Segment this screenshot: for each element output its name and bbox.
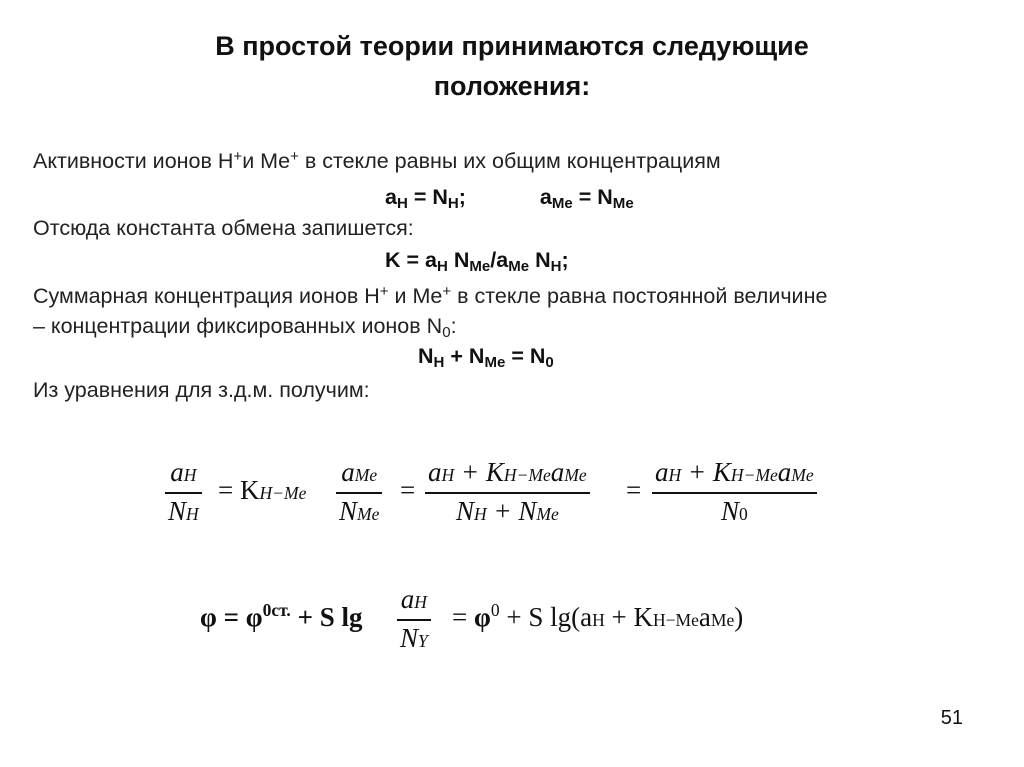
frac-sum-1: aH + KH−MeaMe NH + NMe <box>425 457 590 529</box>
page-number: 51 <box>940 707 963 729</box>
para1-text: Активности ионов H <box>33 149 234 173</box>
eq1-eq2: = N <box>572 185 613 209</box>
eq1-semi: ; <box>458 185 466 209</box>
para3-end: в стекле равна постоянной величине <box>451 284 828 308</box>
paragraph-fixed-ions <box>33 314 457 341</box>
eq2-sub-h: H <box>437 258 448 275</box>
eq2-semi: ; <box>561 248 569 272</box>
eq2-n2: N <box>529 248 551 272</box>
eq1-a: a <box>385 185 397 209</box>
para1-sup1: + <box>233 148 243 165</box>
para4-sub: 0 <box>442 324 451 341</box>
slide-title <box>0 26 1024 106</box>
para4-end: : <box>450 314 457 338</box>
eq1-sub-h2: H <box>447 195 459 212</box>
eq1-sub-h: H <box>396 195 408 212</box>
eq3-sub-me: Me <box>484 354 506 371</box>
para3-sup1: + <box>379 283 389 300</box>
eq3-eq: = N <box>505 344 546 368</box>
equation-sum <box>418 344 554 371</box>
eq2-n: N <box>447 248 470 272</box>
frac-ame-nme: aMe NMe <box>336 457 382 529</box>
eq2-sub-me2: Me <box>508 258 530 275</box>
eq1-sub-me: Me <box>551 195 573 212</box>
equation-activities <box>385 185 634 212</box>
eq1-eq: = N <box>407 185 448 209</box>
para3-text: Суммарная концентрация ионов H <box>33 284 380 308</box>
frac-sum-2: aH + KH−MeaMe N0 <box>652 457 817 529</box>
eq3-sub-zero: 0 <box>545 354 554 371</box>
frac-ah-ny: aH NY <box>397 584 431 656</box>
paragraph-exchange-constant: Отсюда константа обмена запишется: <box>33 216 414 240</box>
eq2-sub-h2: H <box>550 258 562 275</box>
eq2-sub-me: Me <box>469 258 491 275</box>
para3-sup2: + <box>442 283 452 300</box>
para1-sup2: + <box>290 148 299 165</box>
paragraph-total-concentration <box>33 283 827 309</box>
title-line-1: В простой теории принимаются следующие <box>215 31 809 61</box>
eq2-slash: /a <box>490 248 509 272</box>
paragraph-mass-action: Из уравнения для з.д.м. получим: <box>33 378 370 402</box>
para3-mid: и Me <box>388 284 443 308</box>
eq3-sub-h: H <box>433 354 445 371</box>
frac-ah-nh: aH NH <box>165 457 202 529</box>
para1-end: в стекле равны их общим концентрациям <box>298 149 721 173</box>
eq3-plus: + N <box>444 344 485 368</box>
title-line-2: положения: <box>433 71 591 101</box>
para4-text: – концентрации фиксированных ионов N <box>33 314 443 338</box>
eq2-k: K = a <box>385 248 437 272</box>
paragraph-activities <box>33 148 721 174</box>
eq1-sub-me2: Me <box>612 195 634 212</box>
eq1-a2: a <box>539 185 552 209</box>
para1-mid: и Me <box>242 149 291 173</box>
equation-exchange-constant <box>385 248 569 275</box>
eq3-n: N <box>418 344 434 368</box>
